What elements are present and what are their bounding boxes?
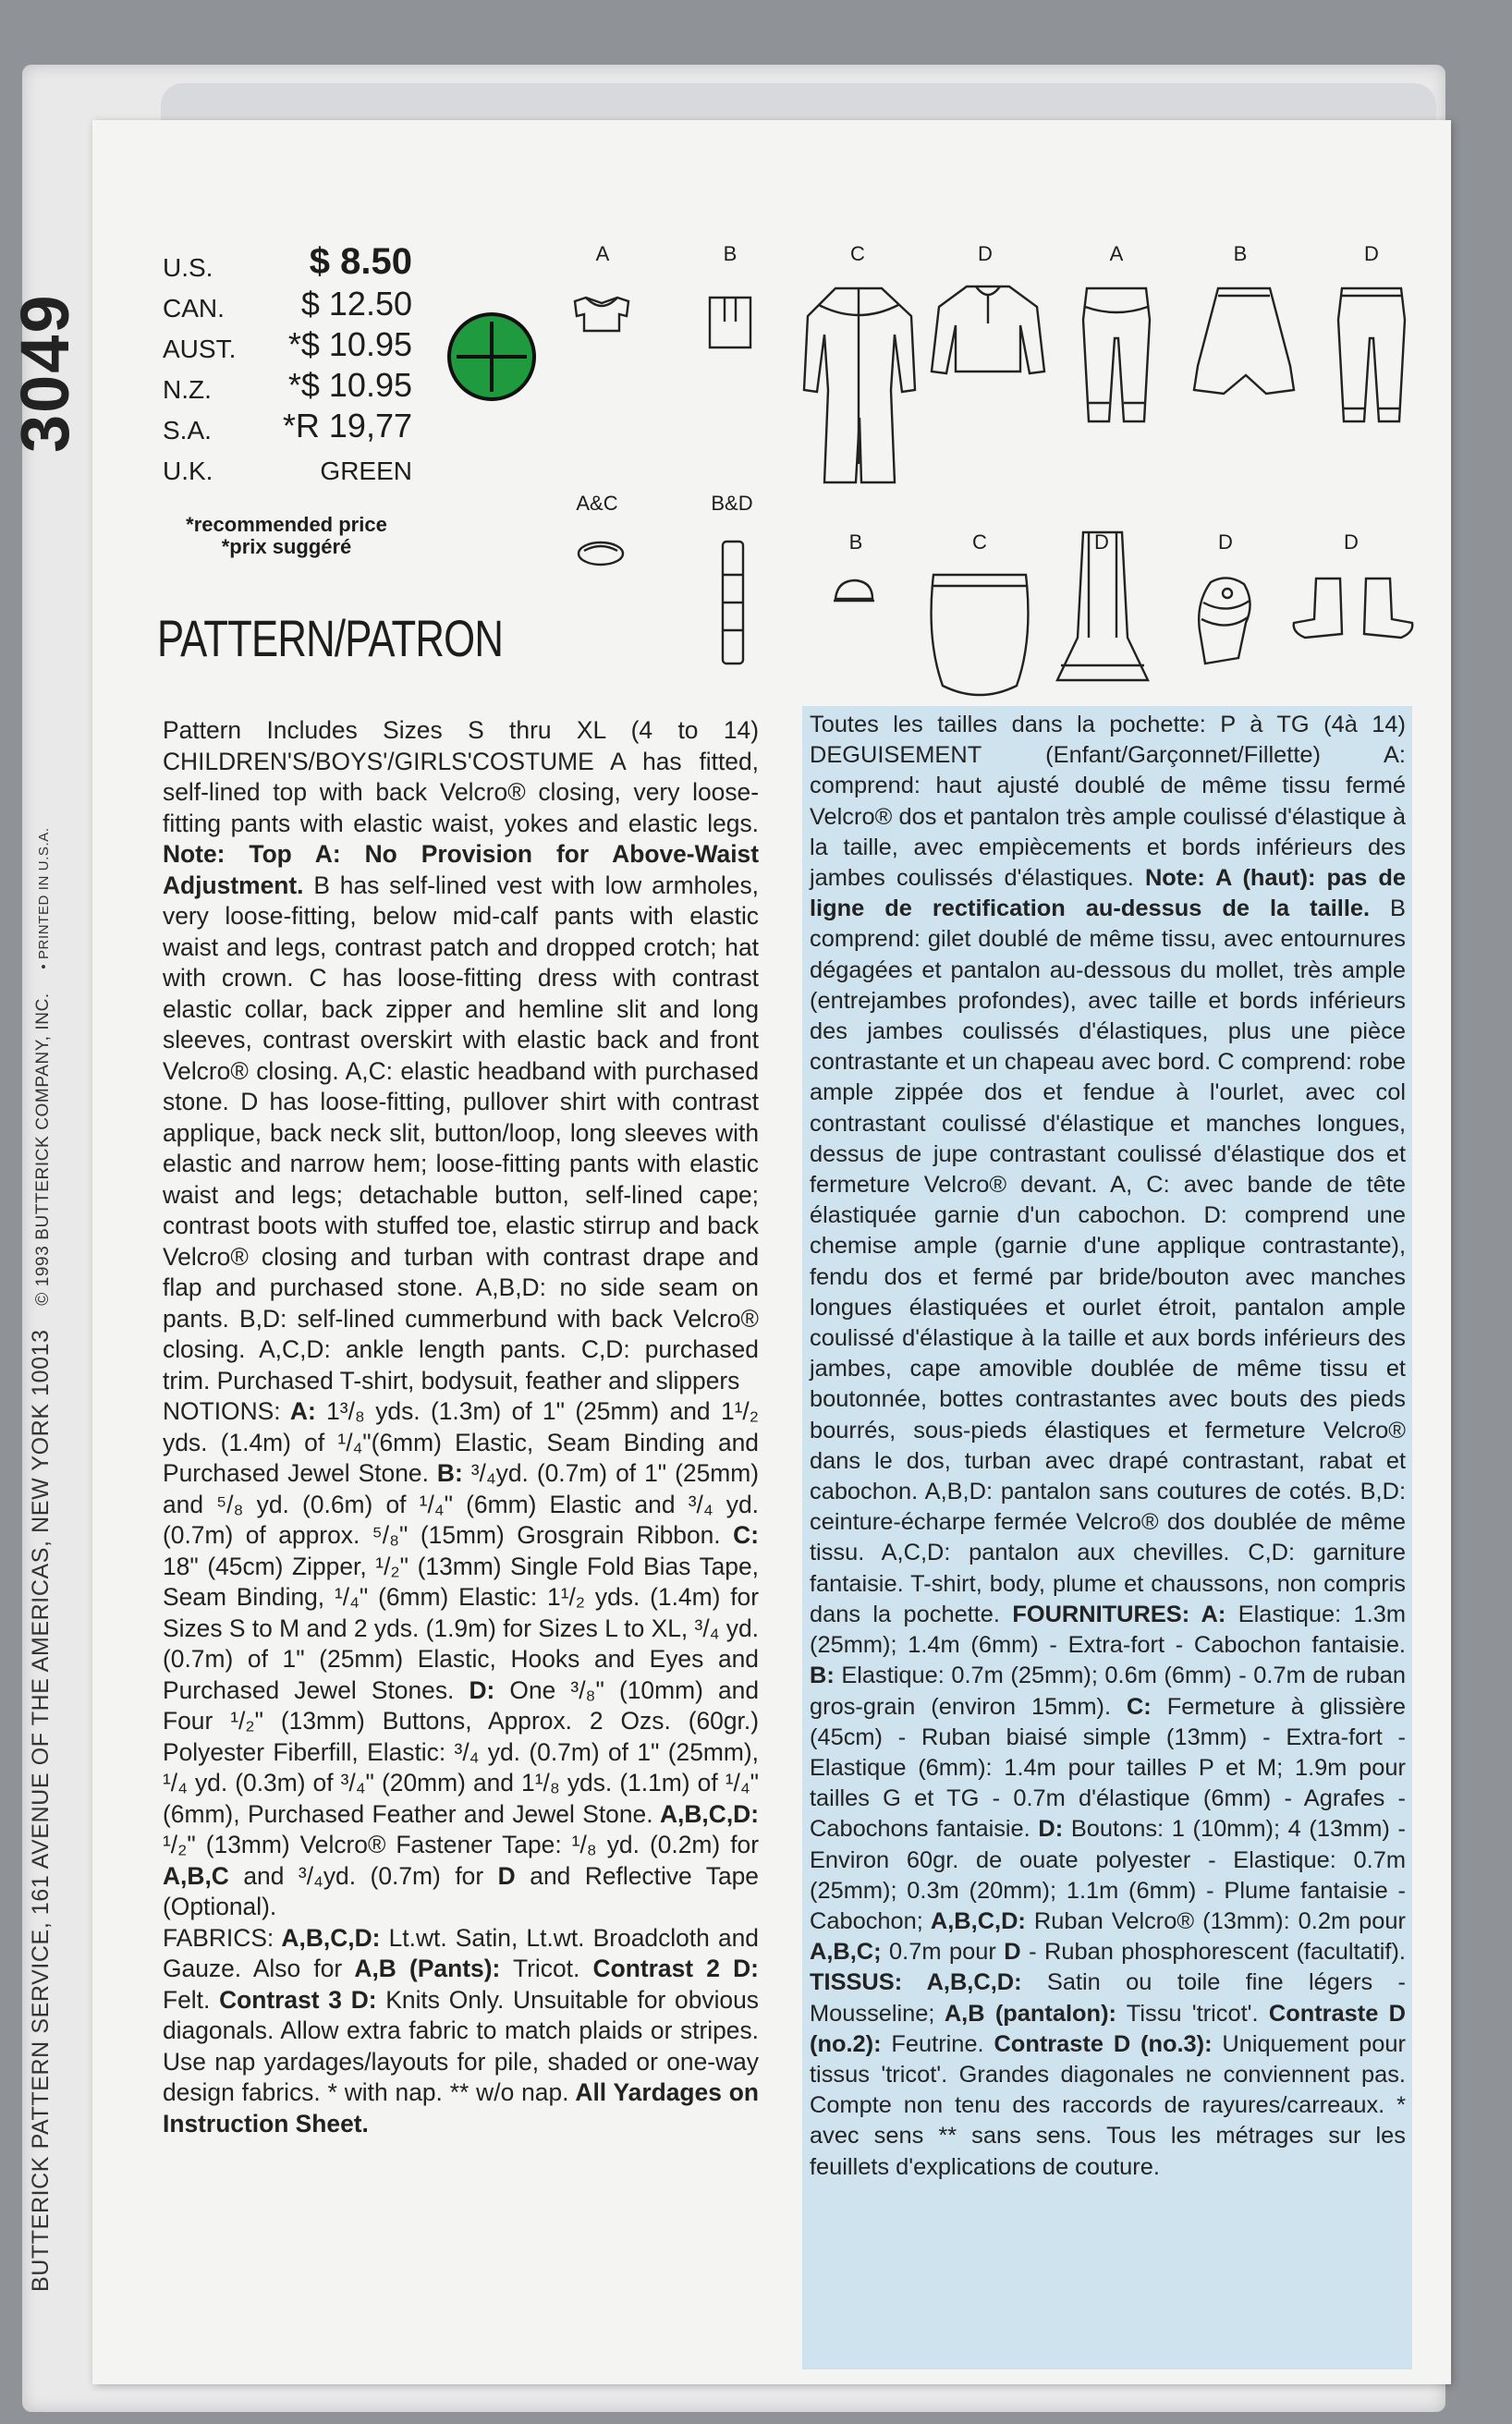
- fr-contraste-2: Contraste D (no.2):: [810, 2000, 1406, 2057]
- view-label: A: [1109, 242, 1124, 265]
- notions-a-text: 1³/₈ yds. (1.3m) of 1" (25mm) and 1¹/₂ yds. (1.4m) of ¹/₄"(6mm) Elastic, Seam Binding and Purchased Jewel Stone.: [163, 1397, 759, 1487]
- fr-tissus: Satin ou toile fine légers - Mousseline;: [810, 1969, 1406, 2027]
- sizes-line: Pattern Includes Sizes S thru XL (4 to 14): [163, 716, 759, 744]
- fabrics-heading: FABRICS:: [163, 1923, 274, 1952]
- fr-tissus-view-ab: A,B (pantalon):: [934, 2000, 1116, 2027]
- fr-metrages: Tous les métrages sur les feuillets d'explications de couture.: [810, 2123, 1406, 2180]
- notions-view-abcd: A,B,C,D:: [652, 1799, 759, 1828]
- notions-and: and ³/₄yd. (0.7m) for: [228, 1861, 484, 1890]
- view-label: C: [972, 530, 987, 554]
- view-label: D: [1344, 530, 1359, 554]
- price-value: GREEN: [320, 457, 412, 485]
- fr-feutrine: Feutrine.: [881, 2030, 994, 2057]
- fabrics-text: Lt.wt. Satin, Lt.wt. Broadcloth and Gauze. Also for: [163, 1923, 759, 1982]
- sketch-dress-c: [799, 279, 919, 496]
- sketch-pants-b: [1190, 283, 1298, 408]
- view-label: B&D: [711, 492, 753, 515]
- sketch-pants-d: [1335, 283, 1408, 435]
- notions-view-c: C:: [720, 1521, 759, 1549]
- fr-tissus-heading: TISSUS: A,B,C,D:: [810, 1969, 1022, 1996]
- costume-heading: CHILDREN'S/BOYS'/GIRLS'COSTUME: [163, 747, 594, 775]
- price-row-nz: [163, 364, 412, 405]
- notions-view-a: A:: [280, 1397, 316, 1425]
- fr-tissus-ab: Tissu 'tricot'.: [1116, 2000, 1269, 2027]
- view-label: D: [1364, 242, 1379, 265]
- sketch-top-a: [569, 294, 634, 345]
- price-row-sa: [163, 405, 412, 445]
- notions-b-text: ³/₄yd. (0.7m) of 1" (25mm) and ⁵/₈ yd. (0.6m) of ¹/₄" (6mm) Elastic and ³/₄ yd. (0.7m) of approx. ⁵/₈" (15mm) Grosgrain Ribbon.: [163, 1459, 759, 1549]
- notions-view-abc: A,B,C: [163, 1861, 229, 1890]
- price-row-aust: [163, 323, 412, 364]
- uk-green-seal-icon: [447, 312, 536, 401]
- sketch-cummerbund-bd: [719, 538, 747, 672]
- vertical-imprint: [28, 827, 55, 2292]
- sketch-overskirt-c: [924, 566, 1035, 705]
- sketch-vest-b: [706, 294, 754, 356]
- notions-view-d: D:: [454, 1675, 495, 1704]
- fabrics-view-abcd: A,B,C,D:: [274, 1923, 381, 1952]
- notions-d-text: One ³/₈" (10mm) and Four ¹/₂" (13mm) Buttons, Approx. 2 Ozs. (60gr.) Polyester Fiberfill, Elastic: ³/₄ yd. (0.7m) of 1" (25mm), ¹/₄ yd. (0.3m) of ³/₄" (20mm) and 1¹/₈ yds. (1.1m) of ¹/₄" (6mm), Purchased Feather and Jewel Stone.: [163, 1675, 760, 1828]
- publisher-address: BUTTERICK PATTERN SERVICE, 161 AVENUE OF THE AMERICAS, NEW YORK 10013: [28, 1329, 54, 2292]
- price-label: S.A.: [163, 416, 212, 445]
- printed-in: • PRINTED IN U.S.A.: [36, 827, 52, 969]
- view-label: B: [723, 242, 738, 265]
- price-row-can: [163, 283, 412, 323]
- view-label: B: [848, 530, 863, 554]
- prix-suggere: *prix suggéré: [221, 535, 352, 558]
- all-yardages: All Yardages on Instruction Sheet.: [163, 2078, 759, 2138]
- fr-contraste-3: Contraste D (no.3):: [994, 2030, 1213, 2057]
- fr-fourn-d: Boutons: 1 (10mm); 4 (13mm) - Environ 60gr. de ouate polyester - Elastique: 0.7m (25mm); 0.3m (20mm); 1.1m (6mm) - Plume fantaisie - Cabochon;: [810, 1816, 1406, 1934]
- pattern-title: PATTERN/PATRON: [157, 609, 504, 667]
- price-value: *R 19,77: [282, 407, 412, 445]
- fr-intro: Toutes les tailles dans la pochette: P à TG (4à 14) DEGUISEMENT (Enfant/Garçonnet/Fillette): [810, 712, 1406, 769]
- fr-fourn-view-abcd: A,B,C,D:: [922, 1907, 1026, 1934]
- fr-fourn-c: Fermeture à glissière (45cm) - Ruban biaisé simple (13mm) - Extra-fort - Elastique (6mm): 1.4m pour tailles P et M; 1.9m pour tailles G et TG - 0.7m d'élastique (6mm) - Agrafes - Cabochons fantaisie.: [810, 1693, 1406, 1843]
- view-label: C: [850, 242, 865, 265]
- note-top-a: Note: Top A: No Provision for Above-Waist Adjustment.: [163, 840, 759, 899]
- notions-view-d2: D: [483, 1861, 516, 1890]
- fr-fourn-abcd: Ruban Velcro® (13mm): 0.2m pour: [1025, 1907, 1406, 1934]
- felt: Felt.: [163, 1985, 220, 2014]
- price-list: [163, 242, 412, 486]
- fr-reste: Uniquement pour tissus 'tricot'. Grandes diagonales ne conviennent pas. Compte non tenu des raccords de rayures/carreaux. * avec sens ** sans sens.: [810, 2030, 1406, 2150]
- fr-fourn-end: - Ruban phosphorescent (facultatif).: [1020, 1939, 1406, 1966]
- notions-heading: NOTIONS:: [163, 1397, 281, 1425]
- fabrics-tricot: Tricot.: [500, 1955, 593, 1982]
- fr-fourn-b: Elastique: 0.7m (25mm); 0.6m (6mm) - 0.7m de ruban gros-grain (environ 15mm).: [810, 1663, 1406, 1720]
- sketch-shirt-d: [928, 279, 1048, 385]
- recommended-price-note: [166, 514, 407, 558]
- notions-view-b: B:: [428, 1459, 463, 1487]
- description-b: B has self-lined vest with low armholes, very loose-fitting, below mid-calf pants with elastic waist and legs, contrast patch and dropped crotch; hat with crown. C has loose-fitting dress with contrast elastic collar, back zipper and hemline slit and long sleeves, contrast overskirt with elastic back and front Velcro® closing. A,C: elastic headband with purchased stone. D has loose-fitting, pullover shirt with contrast applique, back neck slit, button/loop, long sleeves with elastic and narrow hem; loose-fitting pants with elastic waist and legs; detachable button, self-lined cape; contrast boots with stuffed toe, elastic stirrup and back Velcro® closing and turban with contrast drape and flap and purchased stone. A,B,D: no side seam on pants. B,D: self-lined cummerbund with back Velcro® closing. A,C,D: ankle length pants. C,D: purchased trim. Purchased T-shirt, bodysuit, feather and slippers: [163, 871, 759, 1395]
- sketch-pants-a: [1079, 283, 1153, 435]
- price-label: CAN.: [163, 294, 225, 323]
- notions-end: and Reflective Tape (Optional).: [163, 1861, 759, 1920]
- fr-description-b: B comprend: gilet doublé de même tissu, avec entournures dégagées et pantalon au-dessous du mollet, très ample (entrejambes profondes), avec taille et bords inférieurs des jambes coulissés d'élastiques, plus une pièce contrastante et un chapeau avec bord. C comprend: robe ample zippée dos et fendue à l'ourlet, avec col contrastant coulissé d'élastique et manches longues, dessus de jupe contrastant coulissé d'élastique dos et fermeture Velcro® devant. A, C: avec bande de tête élastiquée garnie d'un cabochon. D: comprend une chemise ample (garnie d'une applique contrastante), fendu dos et fermé par bride/bouton avec manches longues élastiquées et ourlet étroit, pantalon ample coulissé d'élastique à la taille et aux bords inférieurs des jambes, cape amovible doublée de même tissu et boutonnée, bottes contrastantes avec bouts des pieds bourrés, sous-pieds élastiques et fermeture Velcro® dans le dos, turban avec drapé contrastant, rabat et cabochon. A,B,D: pantalon sans coutures de cotés. B,D: ceinture-écharpe fermée Velcro® dos doublée de même tissu. A,C,D: pantalon aux chevilles. C,D: garniture fantaisie. T-shirt, body, plume et chaussons, non compris dans la pochette.: [810, 895, 1406, 1627]
- view-label: D: [1094, 530, 1109, 554]
- price-row-uk: [163, 445, 412, 486]
- pattern-number: 3049: [6, 293, 83, 453]
- sketch-hat-b: [830, 577, 878, 615]
- sketch-cape-d: [1052, 527, 1153, 688]
- fr-fourn-a: Elastique: 1.3m (25mm); 1.4m (6mm) - Extra-fort - Cabochon fantaisie.: [810, 1601, 1407, 1659]
- price-label: U.S.: [163, 253, 213, 282]
- view-label: A&C: [576, 492, 618, 515]
- contrast-2: Contrast 2 D:: [592, 1955, 759, 1982]
- fr-fourn-view-d2: D: [995, 1939, 1021, 1966]
- price-row-us: [163, 242, 412, 283]
- copyright-line: © 1993 BUTTERICK COMPANY, INC.: [33, 993, 53, 1306]
- price-label: N.Z.: [163, 375, 212, 404]
- description-a: A has fitted, self-lined top with back Velcro® closing, very loose-fitting pants with elastic waist, yokes and elastic legs.: [163, 747, 759, 837]
- recommended-price: *recommended price: [186, 513, 387, 536]
- notions-c-text: 18" (45cm) Zipper, ¹/₂" (13mm) Single Fold Bias Tape, Seam Binding, ¹/₄" (6mm) Elastic: 1¹/₂ yds. (1.4m) for Sizes S to M and 2 yds. (1.9m) for Sizes L to XL, ³/₄ yd. (0.7m) of 1" (25mm) Elastic, Hooks and Eyes and Purchased Jewel Stones.: [163, 1552, 759, 1704]
- view-label: D: [1218, 530, 1233, 554]
- contrast-3: Contrast 3 D:: [219, 1985, 377, 2014]
- price-value: $ 8.50: [309, 241, 412, 282]
- fabrics-view-ab: A,B (Pants):: [342, 1955, 501, 1982]
- sketch-boots-d: [1288, 573, 1418, 652]
- notions-abcd-text: ¹/₂" (13mm) Velcro® Fastener Tape: ¹/₈ yd. (0.2m) for: [163, 1831, 759, 1858]
- fr-fourn-view-abc: A,B,C;: [810, 1939, 882, 1966]
- fr-fourn-view-c: C:: [1111, 1693, 1152, 1720]
- fr-note: Note: A (haut): pas de ligne de rectification au-dessus de la taille.: [810, 865, 1407, 922]
- fr-fourn-view-d: D:: [1030, 1816, 1064, 1843]
- fr-description-a: A: comprend: haut ajusté doublé de même tissu fermé Velcro® dos et pantalon très ample coulissé d'élastique à la taille, avec empiècements et bords inférieurs des jambes coulissés d'élastiques.: [810, 742, 1406, 892]
- price-value: *$ 10.95: [287, 366, 412, 404]
- view-label: A: [595, 242, 610, 265]
- fr-fourn-view-b: B:: [810, 1663, 835, 1689]
- view-label: B: [1233, 242, 1248, 265]
- sketch-headband-ac: [575, 538, 627, 574]
- fr-fournitures-heading: FOURNITURES: A:: [1012, 1601, 1226, 1627]
- price-label: U.K.: [163, 457, 213, 485]
- view-label: D: [978, 242, 993, 265]
- sketch-turban-d: [1190, 575, 1261, 672]
- price-label: AUST.: [163, 335, 237, 363]
- french-description: [810, 710, 1406, 2183]
- english-description: [163, 715, 759, 2139]
- price-value: *$ 10.95: [287, 325, 412, 363]
- fr-fourn-abc: 0.7m pour: [881, 1939, 996, 1966]
- knits-text: Knits Only. Unsuitable for obvious diagonals. Allow extra fabric to match plaids or stripes. Use nap yardages/layouts for pile, shaded or one-way design fabrics. * with nap. ** w/o nap.: [163, 1985, 759, 2106]
- price-value: $ 12.50: [300, 285, 412, 323]
